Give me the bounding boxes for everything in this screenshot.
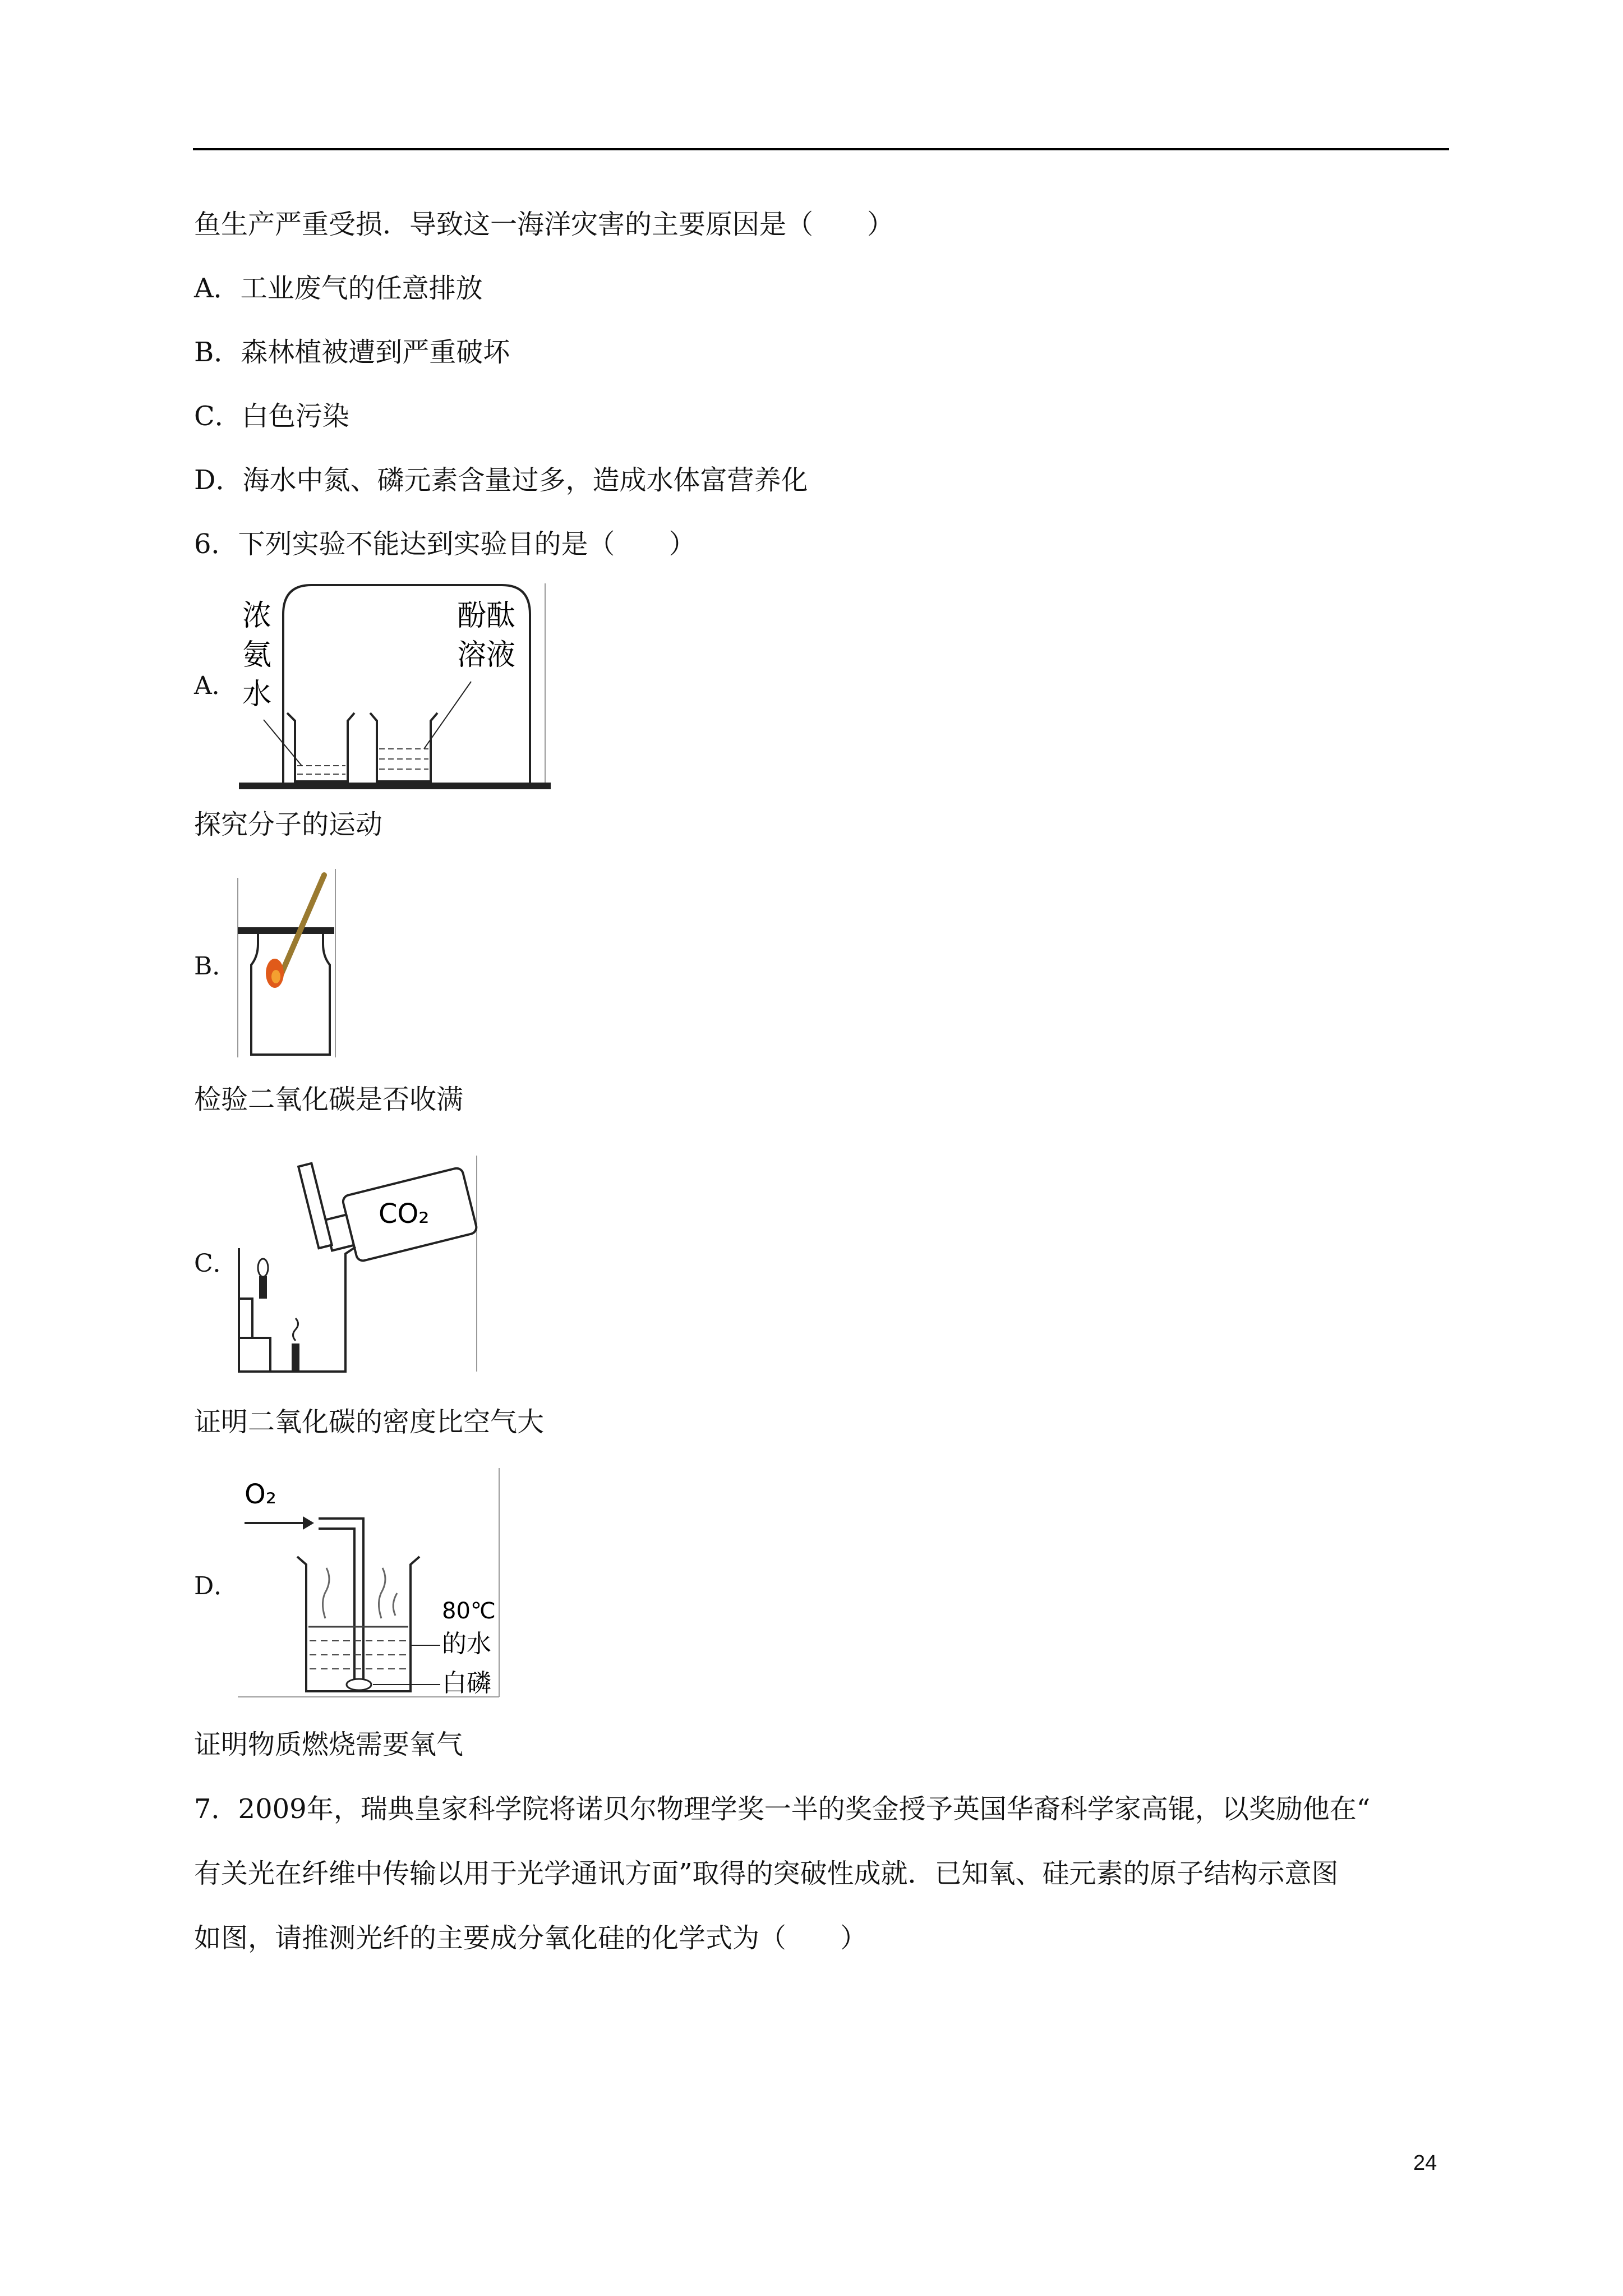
q5-option-c: C．白色污染 (194, 401, 349, 432)
steam-icon (322, 1568, 397, 1618)
label-o2: O₂ (245, 1479, 277, 1510)
q6-option-d-caption: 证明物质燃烧需要氧气 (194, 1729, 464, 1760)
bottle-stopper (298, 1163, 332, 1248)
candle-flame-icon (258, 1259, 268, 1277)
q6-option-a-letter: A． (194, 671, 237, 700)
figure-phosphorus-combustion (236, 1467, 513, 1703)
smoke-icon (293, 1318, 298, 1341)
white-phosphorus (347, 1679, 371, 1690)
tall-candle (259, 1276, 267, 1299)
glass-plate (238, 927, 334, 934)
left-liquid (297, 766, 345, 774)
q6-stem: 6．下列实验不能达到实验目的是（ ） (194, 528, 696, 560)
label-solution: 溶液 (457, 638, 516, 672)
right-liquid (379, 749, 428, 769)
q5-option-d: D．海水中氮、磷元素含量过多，造成水体富营养化 (194, 464, 808, 496)
q6-option-a-caption: 探究分子的运动 (194, 809, 383, 840)
label-80c: 80℃ (442, 1598, 496, 1624)
label-nong: 浓 (242, 599, 272, 633)
figure-co2-density (236, 1153, 482, 1374)
label-an: 氨 (242, 638, 272, 672)
q6-option-b-caption: 检验二氧化碳是否收满 (194, 1084, 464, 1115)
label-shui: 水 (242, 678, 272, 711)
label-phenolphthalein: 酚酞 (457, 599, 516, 633)
right-pointer (424, 682, 471, 749)
delivery-tube (319, 1519, 363, 1688)
q5-option-b: B．森林植被遭到严重破坏 (194, 337, 510, 368)
figure-ammonia-diffusion (236, 581, 555, 794)
page-number: 24 (1413, 2151, 1437, 2175)
q6-option-d-letter: D． (194, 1572, 239, 1600)
label-white-phosphorus: 白磷 (442, 1669, 491, 1697)
burning-stick (280, 875, 324, 976)
arrow-head-icon (303, 1516, 314, 1530)
q6-option-c-caption: 证明二氧化碳的密度比空气大 (194, 1406, 545, 1438)
label-co2: CO₂ (379, 1198, 430, 1230)
q7-line-3: 如图，请推测光纤的主要成分氧化硅的化学式为（ ） (194, 1922, 868, 1954)
q6-option-c-letter: C． (194, 1249, 238, 1278)
q6-option-b-letter: B． (194, 952, 237, 981)
q7-line-2: 有关光在纤维中传输以用于光学通讯方面”取得的突破性成就．已知氧、硅元素的原子结构示意图 (194, 1858, 1339, 1889)
label-water: 的水 (442, 1630, 491, 1658)
base-board (239, 783, 551, 789)
left-beaker (287, 713, 354, 781)
q5-stem-tail: 鱼生产严重受损．导致这一海洋灾害的主要原因是（ ） (194, 209, 895, 240)
beaker (297, 1557, 419, 1691)
right-beaker (370, 713, 437, 781)
header-rule (193, 148, 1449, 150)
water-surface (308, 1627, 408, 1669)
figure-co2-full-test (236, 867, 339, 1060)
step-stand (239, 1299, 270, 1372)
q7-line-1: 7．2009年，瑞典皇家科学院将诺贝尔物理学奖一半的奖金授予英国华裔科学家高锟，以奖励他在“ (194, 1793, 1371, 1825)
short-candle (292, 1343, 299, 1372)
q5-option-a: A．工业废气的任意排放 (194, 273, 483, 304)
